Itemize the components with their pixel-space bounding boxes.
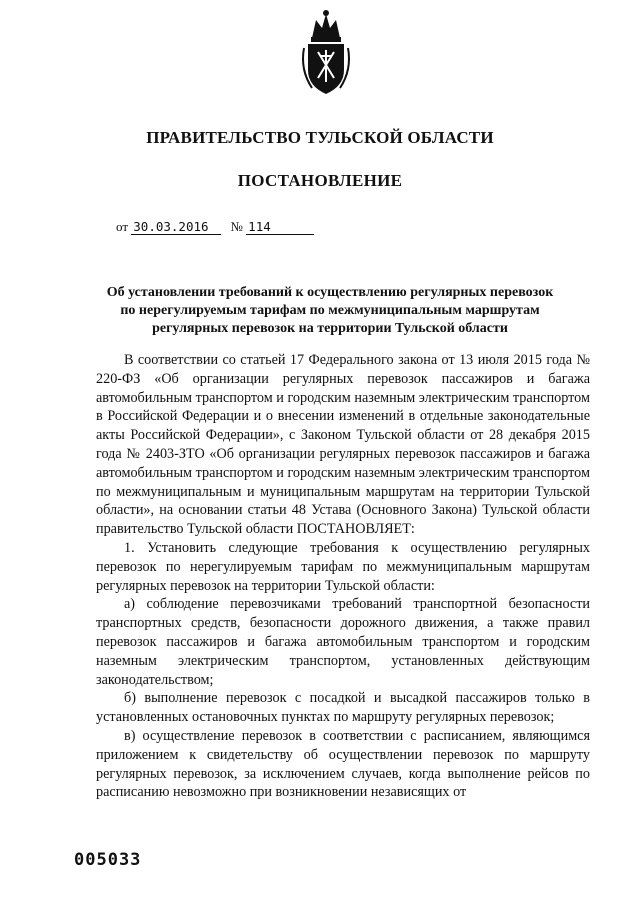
number-prefix: № xyxy=(230,219,243,234)
subject-line: регулярных перевозок на территории Тульской области xyxy=(152,321,508,336)
date-prefix: от xyxy=(116,219,129,234)
body-paragraph-preamble: В соответствии со статьей 17 Федерального закона от 13 июля 2015 года № 220-ФЗ «Об организации регулярных перевозок пассажиров и багажа автомобильным транспортом и городским наземным электрическим транспортом в Российской Федерации и о внесении изменений в отдельные законодательные акты Российской Федерации», с Законом Тульской области от 28 декабря 2015 года № 2403-ЗТО «Об организации регулярных перевозок пассажиров и багажа автомобильным транспортом и городским наземным электрическим транспортом по межмуниципальным и муниципальным маршрутам на территории Тульской области», на основании статьи 48 Устава (Основного Закона) Тульской области правительство Тульской области ПОСТАНОВЛЯЕТ: xyxy=(96,352,590,538)
coat-of-arms-emblem xyxy=(298,8,354,96)
subject-line: по нерегулируемым тарифам по межмуниципальным маршрутам xyxy=(120,303,540,318)
document-subject xyxy=(80,284,580,338)
document-body xyxy=(96,351,590,802)
document-date: 30.03.2016 xyxy=(131,219,221,235)
body-paragraph-item-1: 1. Установить следующие требования к осуществлению регулярных перевозок по нерегулируемым тарифам по межмуниципальным маршрутам регулярных перевозок на территории Тульской области: xyxy=(96,539,590,594)
government-title: ПРАВИТЕЛЬСТВО ТУЛЬСКОЙ ОБЛАСТИ xyxy=(146,128,494,147)
document-number: 114 xyxy=(246,219,314,235)
emblem-icon xyxy=(298,8,354,96)
body-paragraph-item-v: в) осуществление перевозок в соответствии с расписанием, являющимся приложением к свидетельству об осуществлении перевозок по маршруту регулярных перевозок, за исключением случаев, когда выполнение рейсов по расписанию невозможно при возникновении независящих от xyxy=(96,727,590,801)
body-paragraph-item-a: а) соблюдение перевозчиками требований транспортной безопасности транспортных средств, безопасности дорожного движения, а также правил перевозок пассажиров и багажа автомобильным транспортом и городским наземным электрическим транспортом, установленных действующим законодательством; xyxy=(96,596,590,688)
serial-number-stamp: 005033 xyxy=(74,850,142,870)
dateline xyxy=(116,219,314,235)
subject-line: Об установлении требований к осуществлению регулярных перевозок xyxy=(106,285,554,300)
body-paragraph-item-b: б) выполнение перевозок с посадкой и высадкой пассажиров только в установленных остановочных пунктах по маршруту регулярных перевозок; xyxy=(96,690,590,726)
document-type: ПОСТАНОВЛЕНИЕ xyxy=(237,171,403,190)
